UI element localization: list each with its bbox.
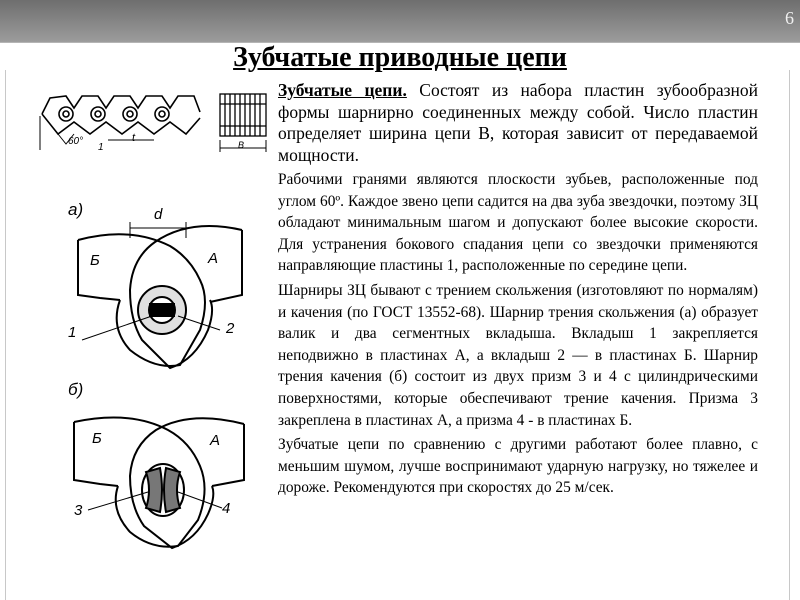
label-a-plate-b: А: [210, 432, 221, 449]
label-angle: 60°: [68, 136, 84, 147]
figure-chain-width-view: [214, 90, 272, 156]
slide-title: Зубчатые приводные цепи: [233, 42, 567, 73]
intro-rest: Состоят из набора пластин зубообразной формы шарнирно соединенных между собой. Число пластин определяет ширина цепи B, которая зависит от передаваемой мощности.: [278, 80, 758, 165]
top-bar: [0, 0, 800, 42]
left-rule: [5, 70, 6, 600]
intro-lead: Зубчатые цепи.: [278, 80, 407, 100]
label-a-plate: А: [208, 250, 219, 267]
page-number: 6: [785, 8, 794, 28]
label-a-fig: а): [68, 200, 84, 219]
paragraph-hinges: Шарниры ЗЦ бывают с трением скольжения (изготовляют по нормалям) и качения (по ГОСТ 13552-68). Шарнир трения скольжения (а) образует валик и два сегментных вкладыша. Вкладыш 1 закрепляется неподвижно в пластинах А, а вкладыш 2 — в пластинах Б. Шарнир трения качения (б) состоит из двух призм 3 и 4 с цилиндрическими поверхностями, которые обеспечивают трение качения. Призма 3 закреплена в пластинах А, а призма 4 - в пластинах Б.: [278, 281, 758, 429]
figure-chain-side-view: [36, 86, 206, 158]
label-b-plate: Б: [90, 252, 100, 269]
label-3-prism: 3: [74, 502, 83, 519]
right-rule: [789, 70, 790, 600]
label-4-prism: 4: [222, 500, 231, 517]
label-2-insert: 2: [226, 320, 235, 337]
label-b: B: [238, 140, 245, 150]
paragraph-working-faces: Рабочими гранями являются плоскости зубьев, расположенные под углом 60º. Каждое звено цепи садится на два зуба звездочки, поэтому ЗЦ обладают минимальным шагом и допускают более высокие скорости. Для устранения бокового спадания цепи со звездочки применяются направляющие пластины 1, расположенные по середине цепи.: [278, 171, 758, 275]
figure-b-rolling-hinge: [60, 380, 260, 555]
label-t: t: [132, 132, 136, 144]
paragraph-comparison: Зубчатые цепи по сравнению с другими работают более плавно, с меньшим шумом, лучше воспринимают ударную нагрузку, но тяжелее и дороже. Рекомендуются при скоростях до 25 м/сек.: [278, 436, 758, 497]
label-b-plate-b: Б: [92, 430, 102, 447]
intro-paragraph: [278, 80, 758, 166]
label-1-insert: 1: [68, 324, 77, 341]
figure-a-sliding-hinge: [60, 200, 260, 375]
label-1: 1: [98, 142, 104, 153]
label-d: d: [154, 206, 163, 223]
text-column: [278, 80, 758, 499]
label-b-fig: б): [68, 380, 84, 399]
